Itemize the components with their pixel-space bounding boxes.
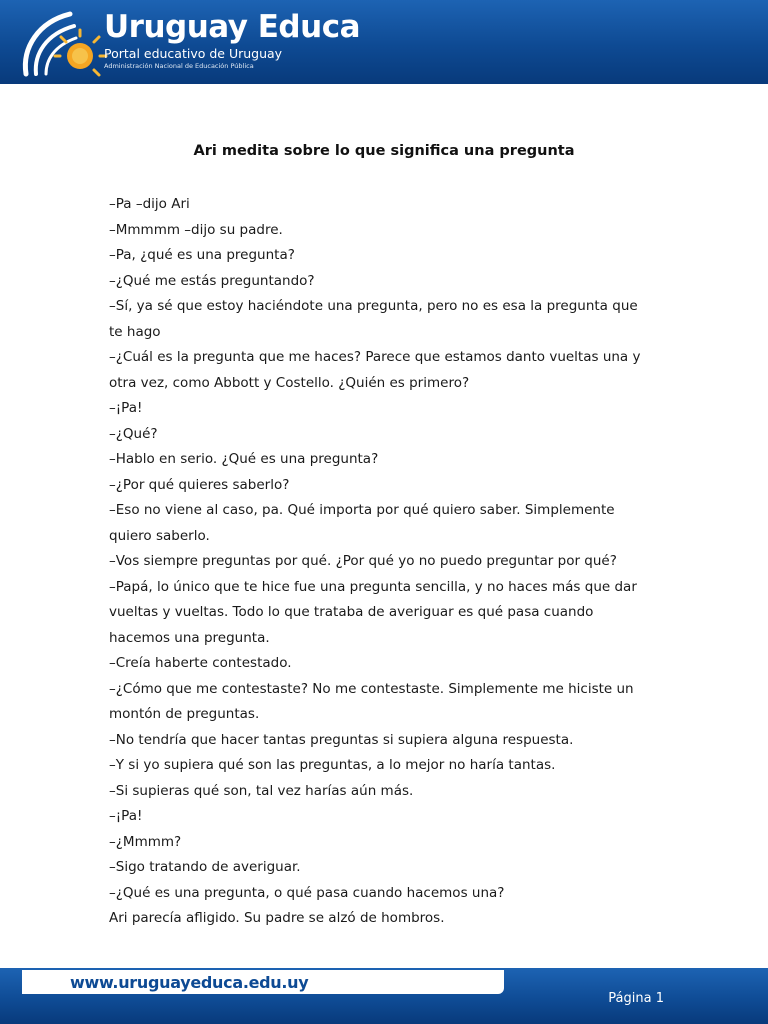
text-line: quiero saberlo. — [109, 527, 210, 544]
text-line: –Hablo en serio. ¿Qué es una pregunta? — [109, 451, 379, 467]
text-line: otra vez, como Abbott y Costello. ¿Quién es primero? — [109, 374, 470, 391]
text-line: –¿Mmmm? — [109, 833, 182, 850]
document-body — [109, 192, 669, 932]
text-line: –No tendría que hacer tantas preguntas si supiera alguna respuesta. — [109, 731, 574, 748]
text-line: –¿Qué me estás preguntando? — [109, 272, 315, 289]
text-line: –Si supieras qué son, tal vez harías aún más. — [109, 782, 414, 799]
text-line: te hago — [109, 323, 161, 340]
footer-url-box — [22, 970, 504, 994]
text-line: vueltas y vueltas. Todo lo que trataba de averiguar es qué pasa cuando — [109, 604, 594, 620]
brand-name: Uruguay Educa — [104, 9, 360, 45]
text-line: –¿Qué es una pregunta, o qué pasa cuando hacemos una? — [109, 884, 505, 901]
header-banner — [0, 0, 768, 84]
text-line: –Pa, ¿qué es una pregunta? — [109, 247, 295, 263]
text-line: –Creía haberte contestado. — [109, 655, 292, 671]
brand-subtitle: Administración Nacional de Educación Pública — [104, 62, 254, 70]
text-line: –Eso no viene al caso, pa. Qué importa por qué quiero saber. Simplemente — [109, 502, 615, 518]
text-line: –¿Cuál es la pregunta que me haces? Parece que estamos danto vueltas una y — [109, 349, 641, 365]
text-line: –¿Cómo que me contestaste? No me contestaste. Simplemente me hiciste un — [109, 680, 634, 697]
footer-url-link[interactable]: www.uruguayeduca.edu.uy — [70, 973, 309, 992]
text-line: –Sí, ya sé que estoy haciéndote una pregunta, pero no es esa la pregunta que — [109, 298, 638, 314]
text-line: –Mmmmm –dijo su padre. — [109, 221, 283, 238]
text-line: –Vos siempre preguntas por qué. ¿Por qué yo no puedo preguntar por qué? — [109, 553, 617, 569]
text-line: montón de preguntas. — [109, 706, 260, 722]
page-number: Página 1 — [608, 991, 664, 1006]
text-line: –Sigo tratando de averiguar. — [109, 859, 301, 875]
text-line: –¿Por qué quieres saberlo? — [109, 476, 290, 493]
text-line: –¿Qué? — [109, 425, 158, 442]
text-line: hacemos una pregunta. — [109, 629, 270, 646]
sun-logo-icon — [18, 8, 108, 78]
footer-banner — [0, 968, 768, 1024]
text-line: –¡Pa! — [109, 808, 143, 824]
text-line: –Papá, lo único que te hice fue una pregunta sencilla, y no haces más que dar — [109, 578, 637, 595]
text-line: –¡Pa! — [109, 400, 143, 416]
text-line: –Pa –dijo Ari — [109, 196, 190, 212]
brand-tagline: Portal educativo de Uruguay — [104, 46, 283, 61]
text-line: –Y si yo supiera qué son las preguntas, a lo mejor no haría tantas. — [109, 757, 556, 773]
document-title: Ari medita sobre lo que significa una pregunta — [193, 143, 575, 159]
text-line: Ari parecía afligido. Su padre se alzó de hombros. — [109, 910, 445, 926]
